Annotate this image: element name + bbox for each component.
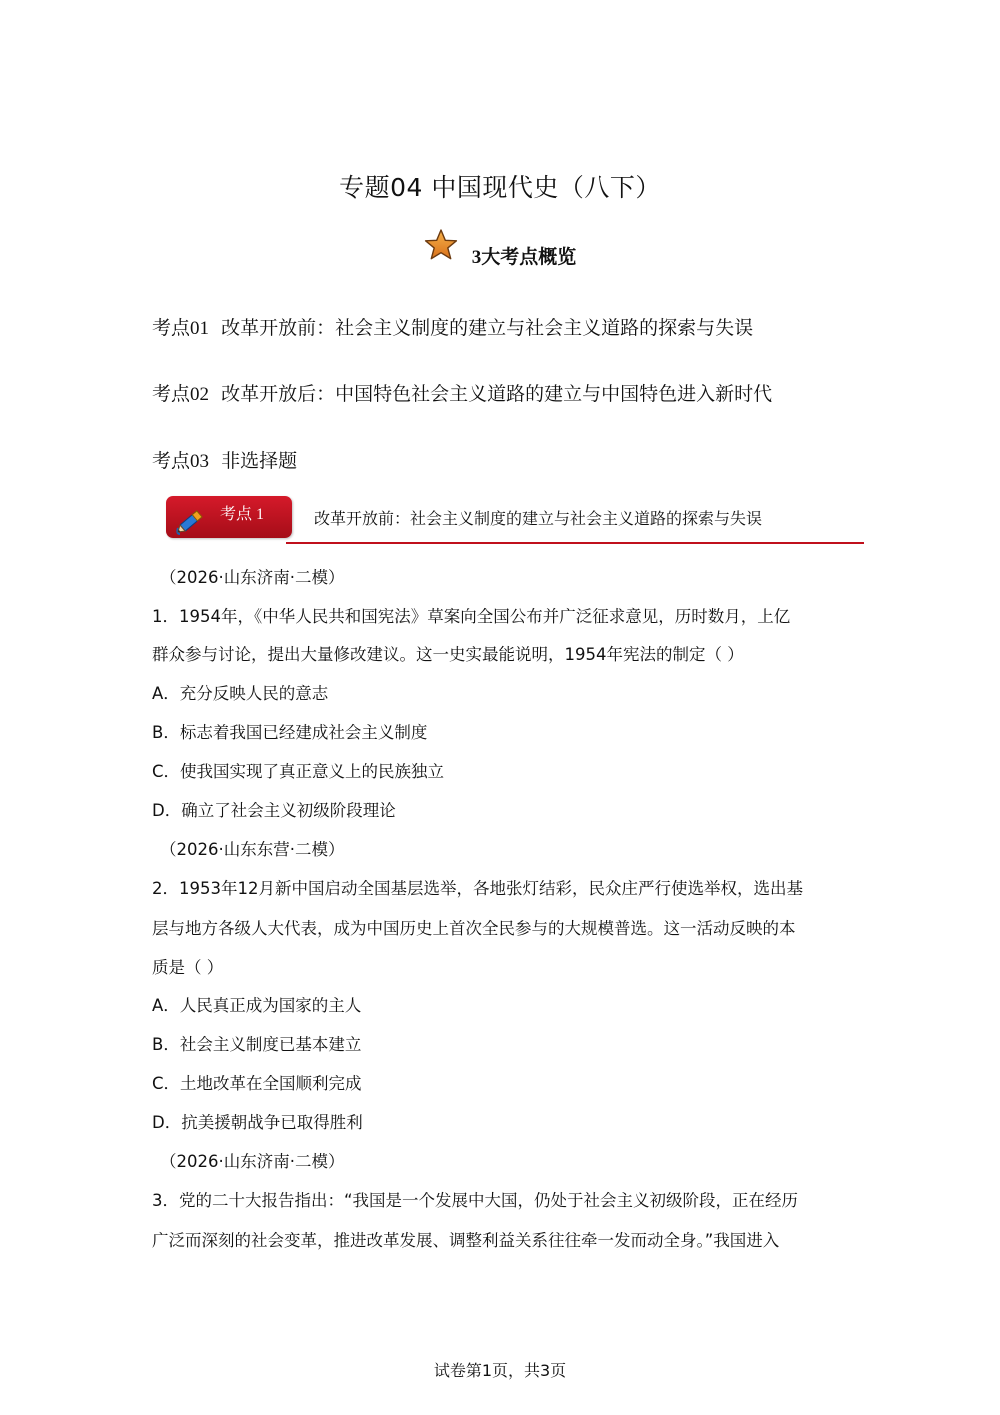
option-a: A．人民真正成为国家的主人: [152, 996, 362, 1015]
key-point-text: 改革开放前：社会主义制度的建立与社会主义道路的探索与失误: [221, 317, 754, 339]
question-text: 广泛而深刻的社会变革，推进改革发展、调整利益关系往往牵一发而动全身。”我国进入: [152, 1231, 780, 1250]
option-a: A．充分反映人民的意志: [152, 684, 329, 703]
question-text: 3．党的二十大报告指出：“我国是一个发展中大国，仍处于社会主义初级阶段，正在经历: [152, 1191, 799, 1210]
question-text: 1．1954年，《中华人民共和国宪法》草案向全国公布并广泛征求意见，历时数月，上亿: [152, 607, 791, 626]
question-source: （2026·山东济南·二模）: [160, 568, 345, 587]
overview-heading: [0, 226, 1000, 269]
pencil-icon: [174, 504, 208, 538]
question-text: 群众参与讨论，提出大量修改建议。这一史实最能说明，1954年宪法的制定（ ）: [152, 645, 744, 664]
option-b: B．社会主义制度已基本建立: [152, 1035, 362, 1054]
option-c: C．使我国实现了真正意义上的民族独立: [152, 762, 445, 781]
key-point-1: [152, 313, 753, 340]
question-source: （2026·山东济南·二模）: [160, 1152, 345, 1171]
key-point-text: 非选择题: [221, 450, 298, 472]
option-d: D．抗美援朝战争已取得胜利: [152, 1113, 363, 1132]
question-text: 质是（ ）: [152, 958, 224, 977]
option-b: B．标志着我国已经建成社会主义制度: [152, 723, 428, 742]
option-d: D．确立了社会主义初级阶段理论: [152, 801, 396, 820]
question-text: 层与地方各级人大代表，成为中国历史上首次全民参与的大规模普选。这一活动反映的本: [152, 919, 796, 938]
question-text: 2．1953年12月新中国启动全国基层选举，各地张灯结彩，民众庄严行使选举权，选出基: [152, 879, 803, 898]
option-c: C．土地改革在全国顺利完成: [152, 1074, 362, 1093]
overview-text: 3大考点概览: [471, 247, 577, 268]
section-badge: [166, 496, 292, 538]
page-footer: 试卷第1页，共3页: [433, 1361, 567, 1380]
key-point-label: 考点01: [152, 318, 210, 339]
section-title: 改革开放前：社会主义制度的建立与社会主义道路的探索与失误: [314, 511, 763, 528]
key-point-3: [152, 446, 297, 473]
section-divider: [286, 542, 864, 544]
section-badge-text: 考点 1: [220, 506, 265, 523]
question-source: （2026·山东东营·二模）: [160, 840, 345, 859]
key-point-label: 考点02: [152, 384, 210, 405]
star-icon: [424, 228, 458, 262]
key-point-text: 改革开放后：中国特色社会主义道路的建立与中国特色进入新时代: [221, 383, 773, 405]
key-point-label: 考点03: [152, 451, 210, 472]
key-point-2: [152, 379, 772, 406]
page-title: 专题04 中国现代史（八下）: [339, 173, 661, 202]
